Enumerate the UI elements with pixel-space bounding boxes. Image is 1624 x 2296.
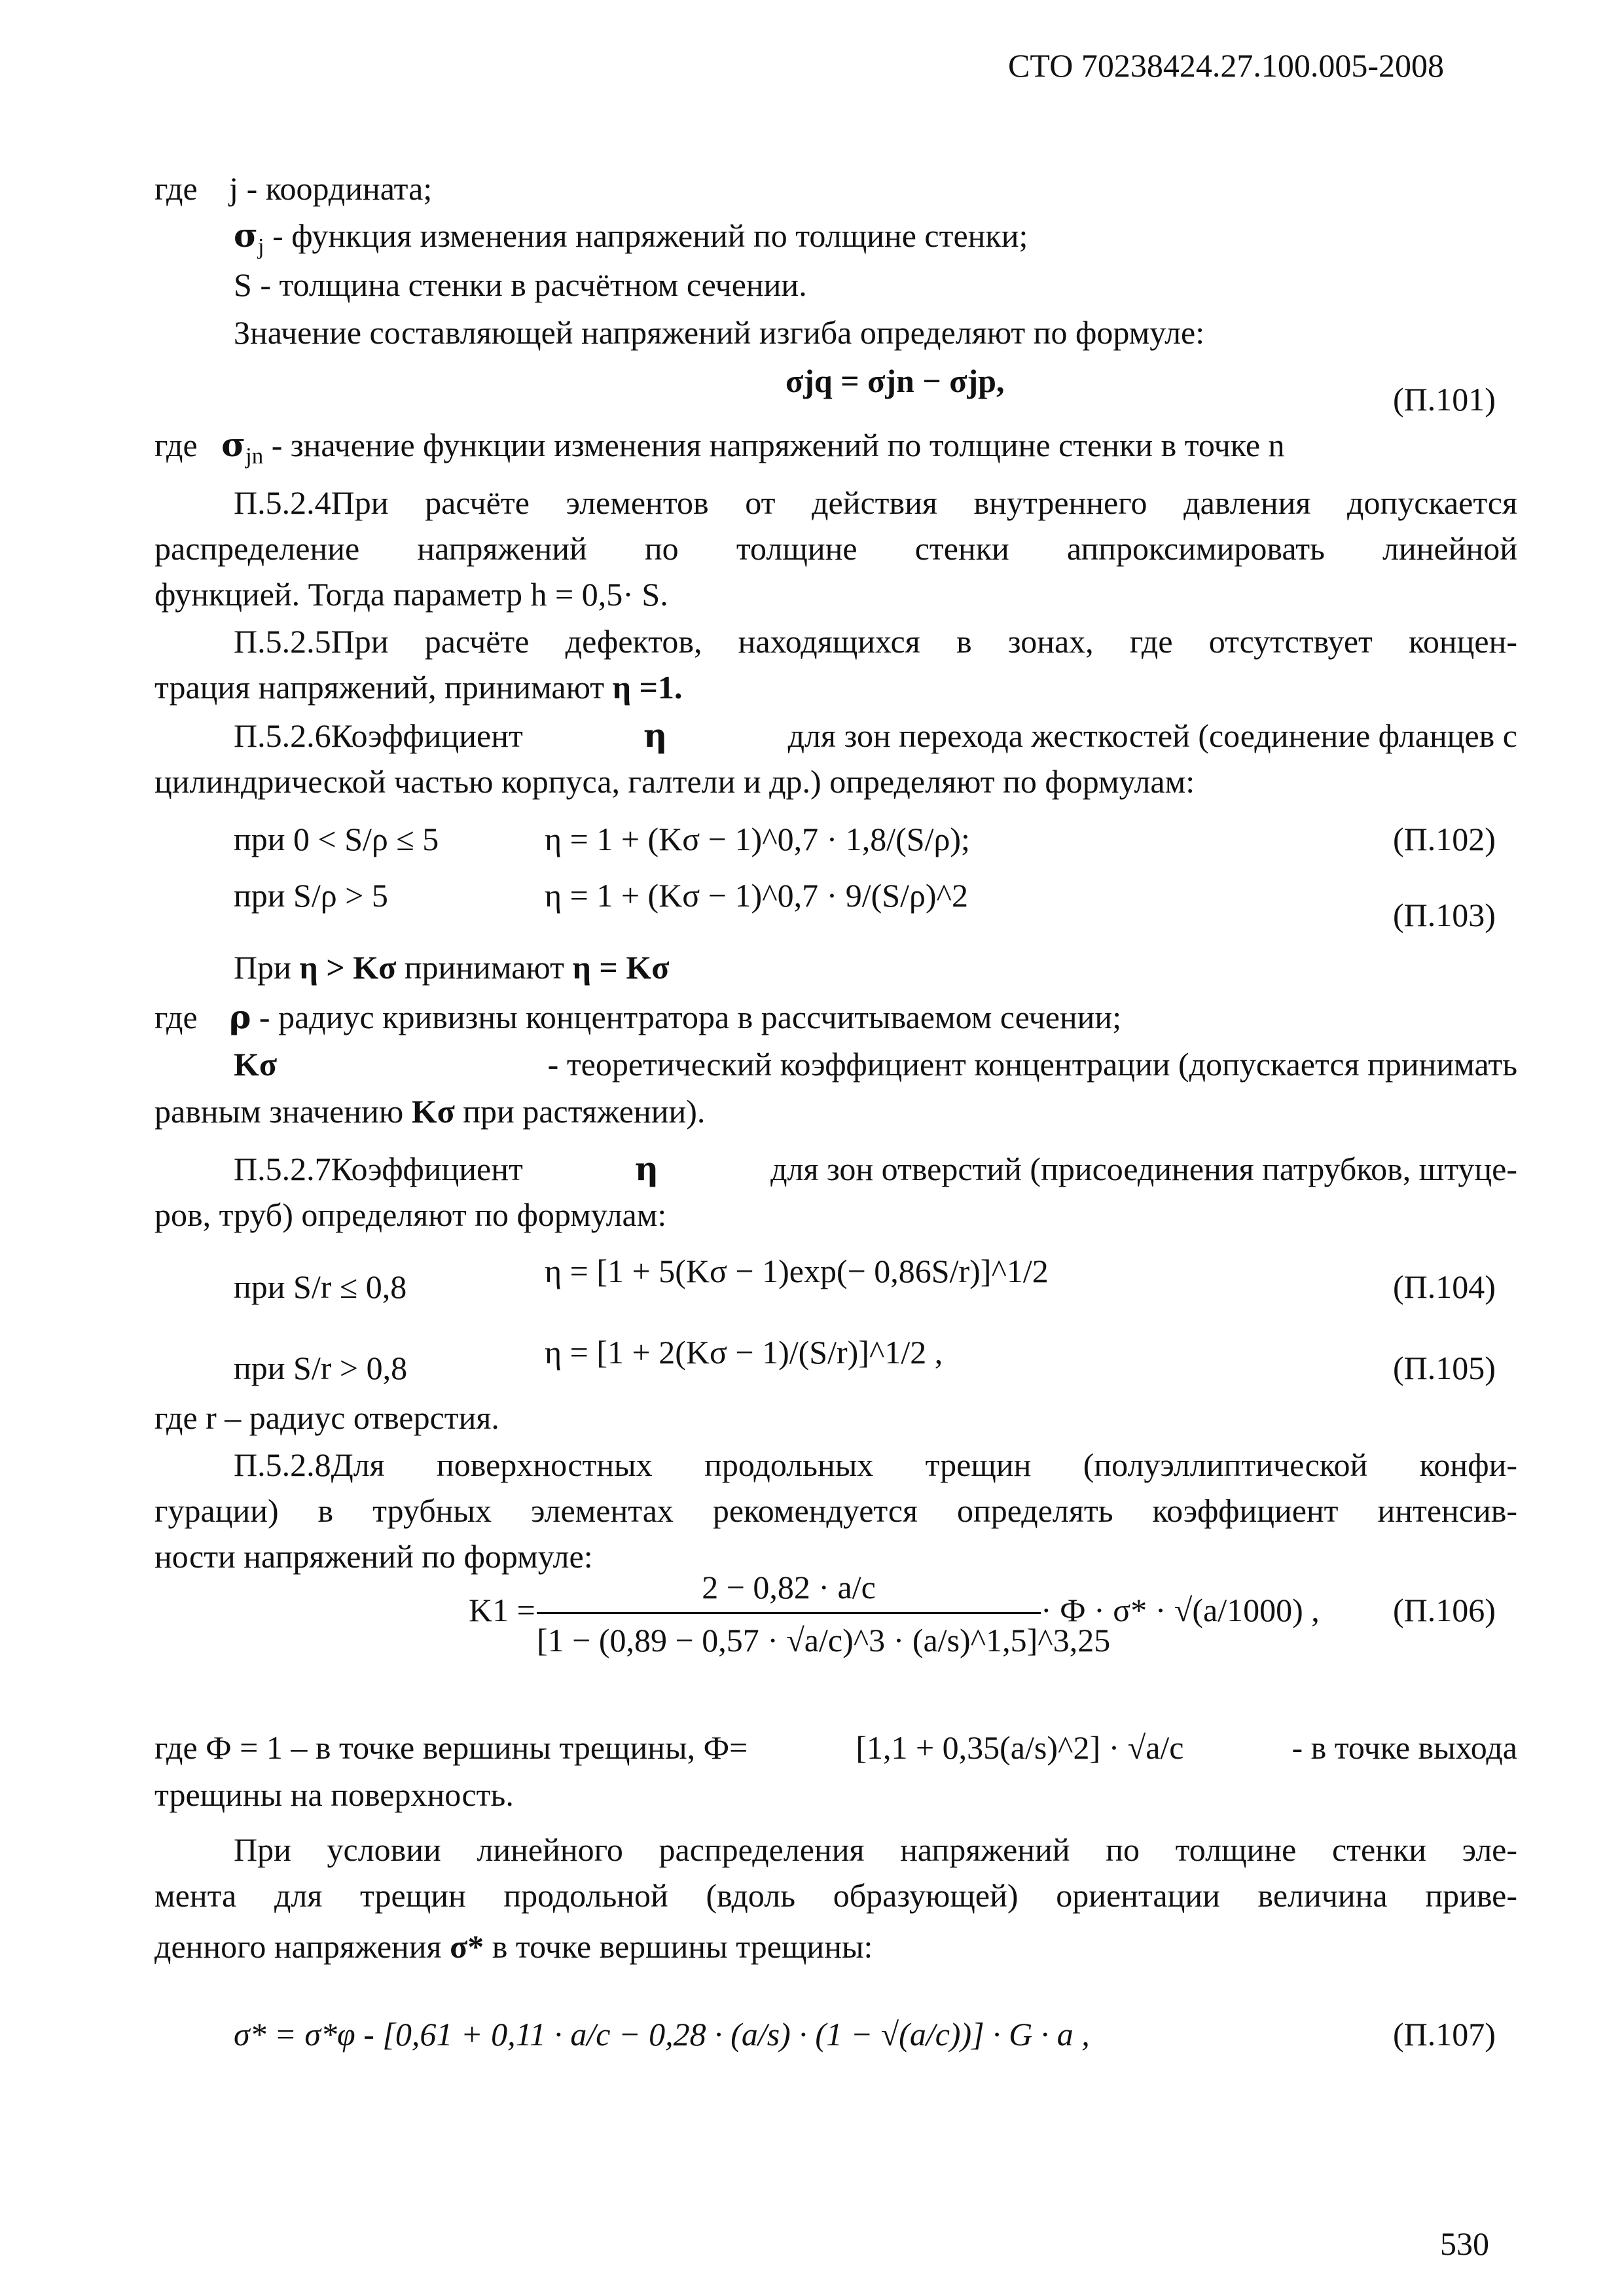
equation-105-condition: при S/r > 0,8: [234, 1350, 408, 1386]
p526-line2: цилиндрической частью корпуса, галтели и др.) определяют по формулам:: [154, 763, 1195, 800]
def-phi-formula: [1,1 + 0,35(a/s)^2] · √a/c: [856, 1729, 1184, 1766]
p525-eta-value: η =1.: [612, 669, 683, 706]
symbol-n: n: [1268, 427, 1285, 463]
def-sigma-jn: [154, 425, 1285, 469]
def-k-sigma-text: - теоретический коэффициент концентрации (допускается принимать: [547, 1046, 1517, 1083]
p-lin-line3: [154, 1927, 873, 1966]
document-code: СТО 70238424.27.100.005-2008: [1008, 47, 1444, 84]
p-lin-line1: При условии линейного распределения напряжений по толщине стенки эле-: [234, 1831, 1517, 1868]
p527-line1-b: для зон отверстий (присоединения патрубков, штуце-: [770, 1151, 1517, 1187]
def-k-line2-a: равным значению: [154, 1093, 404, 1130]
equation-106-denominator: [1 − (0,89 − 0,57 · √a/c)^3 · (a/s)^1,5]^3,25: [537, 1622, 1111, 1659]
p528-line2: гурации) в трубных элементах рекомендуется определять коэффициент интенсив-: [154, 1492, 1517, 1529]
def-r: где r – радиус отверстия.: [154, 1399, 499, 1436]
equation-102: η = 1 + (Kσ − 1)^0,7 · 1,8/(S/ρ);: [545, 821, 970, 857]
where-word: где: [154, 999, 198, 1035]
equation-107: σ* = σ*φ - [0,61 + 0,11 · a/c − 0,28 · (a/s) · (1 − √(a/c))] · G · a ,: [234, 2016, 1090, 2053]
equation-102-condition: при 0 < S/ρ ≤ 5: [234, 821, 439, 857]
symbol-sigma-sub: j: [257, 234, 264, 259]
bending-formula-intro: Значение составляющей напряжений изгиба определяют по формуле:: [234, 314, 1205, 351]
p526-line1-a: П.5.2.6Коэффициент: [234, 717, 523, 754]
def-phi-text-b: - в точке выхода: [1291, 1729, 1517, 1766]
p524-line1: П.5.2.4При расчёте элементов от действия внутреннего давления допускается: [234, 484, 1517, 521]
equation-106-lhs: K1 =: [469, 1592, 535, 1628]
equation-103: η = 1 + (Kσ − 1)^0,7 · 9/(S/ρ)^2: [545, 877, 969, 914]
def-s-text: - толщина стенки в расчётном сечении.: [260, 266, 807, 303]
def-j-text: - координата;: [246, 170, 433, 207]
symbol-sigma-jn: σ: [221, 425, 246, 464]
def-phi-line1: [154, 1728, 1517, 1767]
def-phi-line2: трещины на поверхность.: [154, 1776, 514, 1813]
p527-line2: ров, труб) определяют по формулам:: [154, 1196, 667, 1233]
equation-101: σjq = σjn − σjp,: [785, 363, 1005, 399]
eta-rule-accept: принимают: [404, 949, 564, 986]
equation-104-condition: при S/r ≤ 0,8: [234, 1268, 407, 1305]
symbol-j: j: [229, 170, 239, 207]
p526-line1-b: для зон перехода жесткостей (соединение фланцев с: [787, 717, 1517, 754]
p524-line3: [154, 575, 668, 614]
equation-106-numerator: 2 − 0,82 · a/c: [537, 1568, 1041, 1614]
p524-line2: распределение напряжений по толщине стенки аппроксимировать линейной: [154, 530, 1517, 567]
p528-line3: ности напряжений по формуле:: [154, 1538, 593, 1575]
p527-eta-symbol: η: [634, 1149, 659, 1188]
symbol-sigma: σ: [234, 216, 258, 255]
symbol-s: S: [234, 266, 252, 303]
eta-rule-value: η = Kσ: [572, 949, 670, 986]
symbol-k-sigma: Kσ: [234, 1046, 278, 1083]
symbol-rho: ρ: [229, 997, 251, 1036]
eta-rule-when: При: [234, 949, 291, 986]
def-s: [234, 265, 807, 304]
p525-line2: [154, 668, 683, 707]
equation-102-number: (П.102): [1393, 821, 1496, 857]
equation-103-number: (П.103): [1393, 897, 1496, 933]
symbol-sigma-jn-sub: jn: [245, 443, 264, 469]
equation-105-number: (П.105): [1393, 1350, 1496, 1386]
p-lin-line3-b: в точке вершины трещины:: [492, 1928, 873, 1965]
def-k-line2-b: при растяжении).: [463, 1093, 706, 1130]
def-k-sigma-line2: [154, 1092, 705, 1131]
def-sigma-j-text: - функция изменения напряжений по толщине стенки;: [272, 217, 1028, 254]
p527-line1: [234, 1149, 1517, 1189]
page-number: 530: [1440, 2225, 1489, 2262]
equation-107-number: (П.107): [1393, 2016, 1496, 2053]
p525-line2-text: трация напряжений, принимают: [154, 669, 605, 706]
where-word: где: [154, 427, 198, 463]
p-lin-line2: мента для трещин продольной (вдоль образующей) ориентации величина приве-: [154, 1877, 1517, 1914]
equation-101-number: (П.101): [1393, 381, 1496, 418]
p526-eta-symbol: η: [643, 716, 668, 755]
p526-line1: [234, 716, 1517, 755]
p524-param-h: h = 0,5· S.: [530, 576, 668, 613]
def-sigma-jn-text: - значение функции изменения напряжений по толщине стенки в точке: [271, 427, 1261, 463]
where-word: где: [154, 170, 198, 207]
eta-rule-condition: η > Kσ: [299, 949, 397, 986]
eta-rule: [234, 948, 669, 987]
symbol-k-sigma-2: Kσ: [411, 1093, 455, 1130]
p524-line3-text: функцией. Тогда параметр: [154, 576, 523, 613]
def-rho-text: - радиус кривизны концентратора в рассчитываемом сечении;: [259, 999, 1122, 1035]
def-k-sigma: [234, 1045, 1517, 1084]
equation-103-condition: при S/ρ > 5: [234, 877, 388, 914]
symbol-sigma-star: σ*: [450, 1928, 484, 1965]
p525-line1: П.5.2.5При расчёте дефектов, находящихся в зонах, где отсутствует концен-: [234, 623, 1517, 660]
p527-line1-a: П.5.2.7Коэффициент: [234, 1151, 523, 1187]
equation-106-fraction: [537, 1568, 1111, 1660]
equation-105: η = [1 + 2(Kσ − 1)/(S/r)]^1/2 ,: [545, 1334, 943, 1371]
p528-line1: П.5.2.8Для поверхностных продольных трещин (полуэллиптической конфи-: [234, 1446, 1517, 1483]
equation-104: η = [1 + 5(Kσ − 1)exp(− 0,86S/r)]^1/2: [545, 1253, 1049, 1289]
p-lin-line3-a: денного напряжения: [154, 1928, 442, 1965]
equation-104-number: (П.104): [1393, 1268, 1496, 1305]
def-rho: [154, 997, 1121, 1037]
def-phi-text: где Ф = 1 – в точке вершины трещины, Ф=: [154, 1729, 748, 1766]
equation-106-number: (П.106): [1393, 1592, 1496, 1628]
equation-106-tail: · Ф · σ* · √(a/1000) ,: [1041, 1592, 1320, 1628]
def-j: [154, 169, 432, 208]
def-sigma-j: [234, 216, 1028, 259]
